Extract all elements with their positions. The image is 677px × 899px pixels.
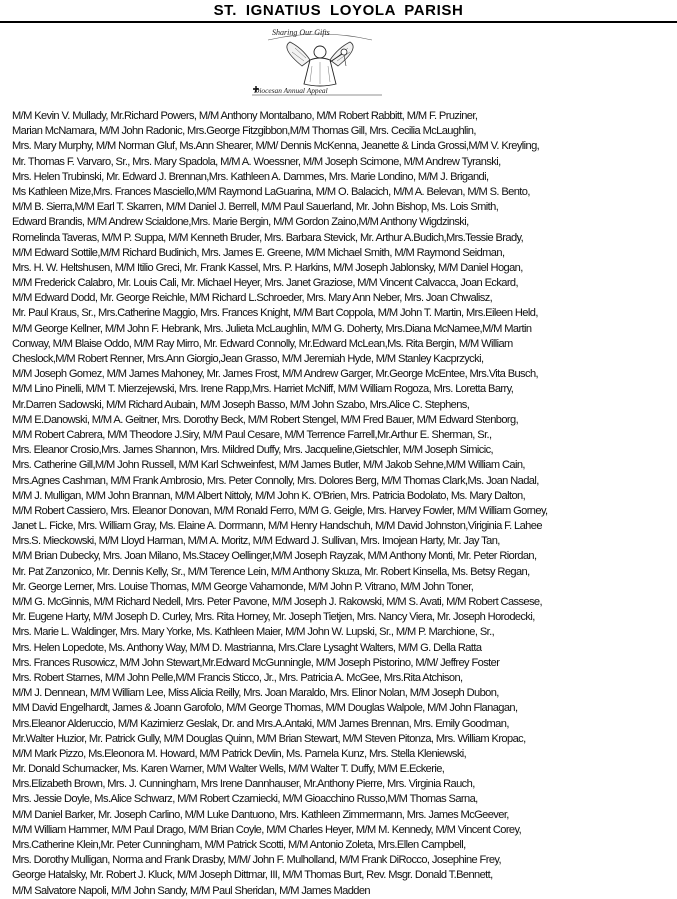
donor-line: Mrs. H. W. Heltshusen, M/M Itilio Greci, Mr. Frank Kassel, Mrs. P. Harkins, M/M Joseph Jablonsky, M/M Daniel Hogan, (12, 261, 523, 274)
donor-line: M/M Mark Pizzo, Ms.Eleonora M. Howard, M/M Patrick Devlin, Ms. Pamela Kunz, Mrs. Stella Kleniewski, (12, 747, 467, 760)
donor-line: M/M Joseph Gomez, M/M James Mahoney, Mr. James Frost, M/M Andrew Garger, Mr.George McEntee, Mrs.Vita Busch, (12, 368, 539, 381)
donor-line: M/M J. Mulligan, M/M John Brannan, M/M Albert Nittoly, M/M John K. O'Brien, Mrs. Patricia Bodolato, Ms. Mary Dalton, (12, 489, 526, 502)
donor-line: M/M Salvatore Napoli, M/M John Sandy, M/M Paul Sheridan, M/M James Madden (12, 884, 370, 897)
donor-line: M/M Edward Dodd, Mr. George Reichle, M/M Richard L.Schroeder, Mrs. Mary Ann Neber, Mrs. Joan Chwalisz, (12, 292, 493, 305)
donor-line: Mr. Paul Kraus, Sr., Mrs.Catherine Maggio, Mrs. Frances Knight, M/M Bart Coppola, M/M John T. Martin, Mrs.Eileen Held, (12, 307, 538, 320)
logo-bottom-text: Diocesan Annual Appeal (254, 86, 328, 95)
donor-list (12, 109, 676, 899)
donor-line: M/M G. McGinnis, M/M Richard Nedell, Mrs. Peter Pavone, M/M Joseph J. Rakowski, M/M S. Avati, M/M Robert Cassese, (12, 596, 542, 608)
donor-line: Mrs. Eleanor Crosio,Mrs. James Shannon, Mrs. Mildred Duffy, Mrs. Jacqueline,Gietschler, M/M Joseph Simicic, (12, 444, 494, 457)
donor-line: Conway, M/M Blaise Oddo, M/M Ray Mirro, Mr. Edward Connolly, Mr.Edward McLean,Ms. Rita Bergin, M/M William (12, 337, 513, 350)
donor-line: M/M Edward Sottile,M/M Richard Budinich, Mrs. James E. Greene, M/M Michael Smith, M/M Raymond Seidman, (12, 246, 505, 259)
donor-line: Marian McNamara, M/M John Radonic, Mrs.George Fitzgibbon,M/M Thomas Gill, Mrs. Cecilia McLaughlin, (12, 125, 476, 138)
donor-line: Cheslock,M/M Robert Renner, Mrs.Ann Giorgio,Jean Grasso, M/M Jeremiah Hyde, M/M Stanley Kacprzycki, (12, 353, 484, 365)
donor-line: Mrs. Helen Lopedote, Ms. Anthony Way, M/M D. Mastrianna, Mrs.Clare Lysaght Walters, M/M G. Della Ratta (12, 641, 482, 654)
donor-line: Mrs. Helen Trubinski, Mr. Edward J. Brennan,Mrs. Kathleen A. Dammes, Mrs. Marie Londino, M/M J. Brigandi, (12, 170, 489, 183)
donor-line: Mrs. Jessie Doyle, Ms.Alice Schwarz, M/M Robert Czarniecki, M/M Gioacchino Russo,M/M Thomas Sarna, (12, 793, 478, 806)
donor-line: Mrs. Frances Rusowicz, M/M John Stewart,Mr.Edward McGunningle, M/M Joseph Pistorino, M/M/ Jeffrey Foster (12, 656, 500, 669)
page-header (0, 0, 677, 22)
logo-top-text: Sharing Our Gifts (272, 28, 330, 37)
donor-line: Mrs.Elizabeth Brown, Mrs. J. Cunningham, Mrs Irene Dannhauser, Mr.Anthony Pierre, Mrs. Virginia Rauch, (12, 778, 475, 791)
donor-line: M/M Robert Cabrera, M/M Theodore J.Siry, M/M Paul Cesare, M/M Terrence Farrell,Mr.Arthur E. Sherman, Sr., (12, 428, 492, 441)
donor-line: Edward Brandis, M/M Andrew Scialdone,Mrs. Marie Bergin, M/M Gordon Zaino,M/M Anthony Wigdzinski, (12, 216, 469, 229)
donor-line: Mrs. Marie L. Waldinger, Mrs. Mary Yorke, Ms. Kathleen Maier, M/M John W. Lupski, Sr., M/M P. Marchione, Sr., (12, 626, 495, 639)
donor-line: Ms Kathleen Mize,Mrs. Frances Masciello,M/M Raymond LaGuarina, M/M O. Balacich, M/M A. Belevan, M/M S. Bento, (12, 185, 530, 198)
donor-line: Mrs. Robert Starnes, M/M John Pelle,M/M Francis Sticco, Jr., Mrs. Patricia A. McGee, Mrs.Rita Atchison, (12, 671, 463, 684)
appeal-logo (250, 26, 390, 98)
donor-line: Mrs.Catherine Klein,Mr. Peter Cunningham, M/M Patrick Scotti, M/M Antonio Zoleta, Mrs.Ellen Campbell, (12, 839, 466, 851)
donor-line: Romelinda Taveras, M/M P. Suppa, M/M Kenneth Bruder, Mrs. Barbara Stevick, Mr. Arthur A.Budich,Mrs.Tessie Brady, (12, 231, 524, 244)
donor-line: M/M Robert Cassiero, Mrs. Eleanor Donovan, M/M Ronald Ferro, M/M G. Geigle, Mrs. Harvey Fowler, M/M William Gorney, (12, 504, 548, 517)
donor-line: Janet L. Ficke, Mrs. William Gray, Ms. Elaine A. Dorrmann, M/M Henry Handschuh, M/M David Johnston,Viriginia F. Lahee (12, 520, 542, 533)
donor-line: M/M J. Dennean, M/M William Lee, Miss Alicia Reilly, Mrs. Joan Maraldo, Mrs. Elinor Nolan, M/M Joseph Dubon, (12, 687, 499, 700)
donor-line: M/M Daniel Barker, Mr. Joseph Carlino, M/M Luke Dantuono, Mrs. Kathleen Zimmermann, Mrs. James McGeever, (12, 808, 509, 821)
donor-line: M/M B. Sierra,M/M Earl T. Skarren, M/M Daniel J. Berrell, M/M Paul Sauerland, Mr. John Bishop, Ms. Lois Smith, (12, 201, 499, 214)
donor-line: M/M George Kellner, M/M John F. Hebrank, Mrs. Julieta McLaughlin, M/M G. Doherty, Mrs.Diana McNamee,M/M Martin (12, 322, 532, 335)
parish-title: ST. IGNATIUS LOYOLA PARISH (213, 2, 464, 19)
donor-line: MM David Engelhardt, James & Joann Garofolo, M/M George Thomas, M/M Douglas Walpole, M/M John Flanagan, (12, 702, 518, 715)
donor-line: Mrs.Agnes Cashman, M/M Frank Ambrosio, Mrs. Peter Connolly, Mrs. Dolores Berg, M/M Thomas Clark,Ms. Joan Nadal, (12, 474, 539, 487)
donor-line: Mr. Eugene Harty, M/M Joseph D. Curley, Mrs. Rita Horney, Mr. Joseph Tietjen, Mrs. Nancy Viera, Mr. Joseph Horodecki, (12, 611, 535, 624)
donor-line: George Hatalsky, Mr. Robert J. Kluck, M/M Joseph Dittmar, III, M/M Thomas Burt, Rev. Msgr. Donald T.Bennett, (12, 869, 493, 882)
donor-line: Mr. George Lerner, Mrs. Louise Thomas, M/M George Vahamonde, M/M John P. Vitrano, M/M John Toner, (12, 580, 474, 593)
donor-line: M/M Kevin V. Mullady, Mr.Richard Powers, M/M Anthony Montalbano, M/M Robert Rabbitt, M/M F. Pruziner, (12, 110, 478, 122)
donor-line: Mr. Pat Zanzonico, Mr. Dennis Kelly, Sr., M/M Terence Lein, M/M Anthony Skuza, Mr. Robert Kinsella, Ms. Betsy Regan, (12, 565, 530, 578)
header-rule (0, 21, 677, 23)
donor-line: Mrs. Mary Murphy, M/M Norman Gluf, Ms.Ann Shearer, M/M/ Dennis McKenna, Jeanette & Linda Grossi,M/M V. Kreyling, (12, 140, 540, 153)
donor-line: Mrs. Dorothy Mulligan, Norma and Frank Drasby, M/M/ John F. Mulholland, M/M Frank DiRocco, Josephine Frey, (12, 854, 502, 867)
donor-line: Mrs.Eleanor Alderuccio, M/M Kazimierz Geslak, Dr. and Mrs.A.Antaki, M/M James Brennan, Mrs. Emily Goodman, (12, 717, 509, 730)
donor-line: M/M Frederick Calabro, Mr. Louis Cali, Mr. Michael Heyer, Mrs. Janet Graziose, M/M Vincent Calvacca, Joan Eckard, (12, 277, 518, 290)
donor-line: Mr. Thomas F. Varvaro, Sr., Mrs. Mary Spadola, M/M A. Woessner, M/M Joseph Scimone, M/M Andrew Tyranski, (12, 155, 501, 168)
donor-line: Mr. Donald Schumacker, Ms. Karen Warner, M/M Walter Wells, M/M Walter T. Duffy, M/M E.Eckerie, (12, 763, 445, 776)
donor-line: M/M Brian Dubecky, Mrs. Joan Milano, Ms.Stacey Oellinger,M/M Joseph Rayzak, M/M Anthony Monti, Mr. Peter Riordan, (12, 550, 537, 563)
donor-line: M/M William Hammer, M/M Paul Drago, M/M Brian Coyle, M/M Charles Heyer, M/M M. Kennedy, M/M Vincent Corey, (12, 823, 522, 836)
donor-line: Mrs.S. Mieckowski, M/M Lloyd Harman, M/M A. Moritz, M/M Edward J. Sullivan, Mrs. Imojean Harty, Mr. Jay Tan, (12, 535, 500, 548)
donor-line: M/M E.Danowski, M/M A. Geitner, Mrs. Dorothy Beck, M/M Robert Stengel, M/M Fred Bauer, M/M Edward Stenborg, (12, 413, 519, 426)
donor-line: Mr.Walter Huzior, Mr. Patrick Gully, M/M Douglas Quinn, M/M Brian Stewart, M/M Steven Pitonza, Mrs. William Kropac, (12, 732, 526, 745)
donor-line: Mrs. Catherine Gill,M/M John Russell, M/M Karl Schweinfest, M/M James Butler, M/M Jakob Sehne,M/M William Cain, (12, 459, 525, 472)
donor-line: M/M Lino Pinelli, M/M T. Mierzejewski, Mrs. Irene Rapp,Mrs. Harriet McNiff, M/M William Rogoza, Mrs. Loretta Barry, (12, 383, 514, 396)
donor-line: Mr.Darren Sadowski, M/M Richard Aubain, M/M Joseph Basso, M/M John Szabo, Mrs.Alice C. Stephens, (12, 398, 470, 411)
